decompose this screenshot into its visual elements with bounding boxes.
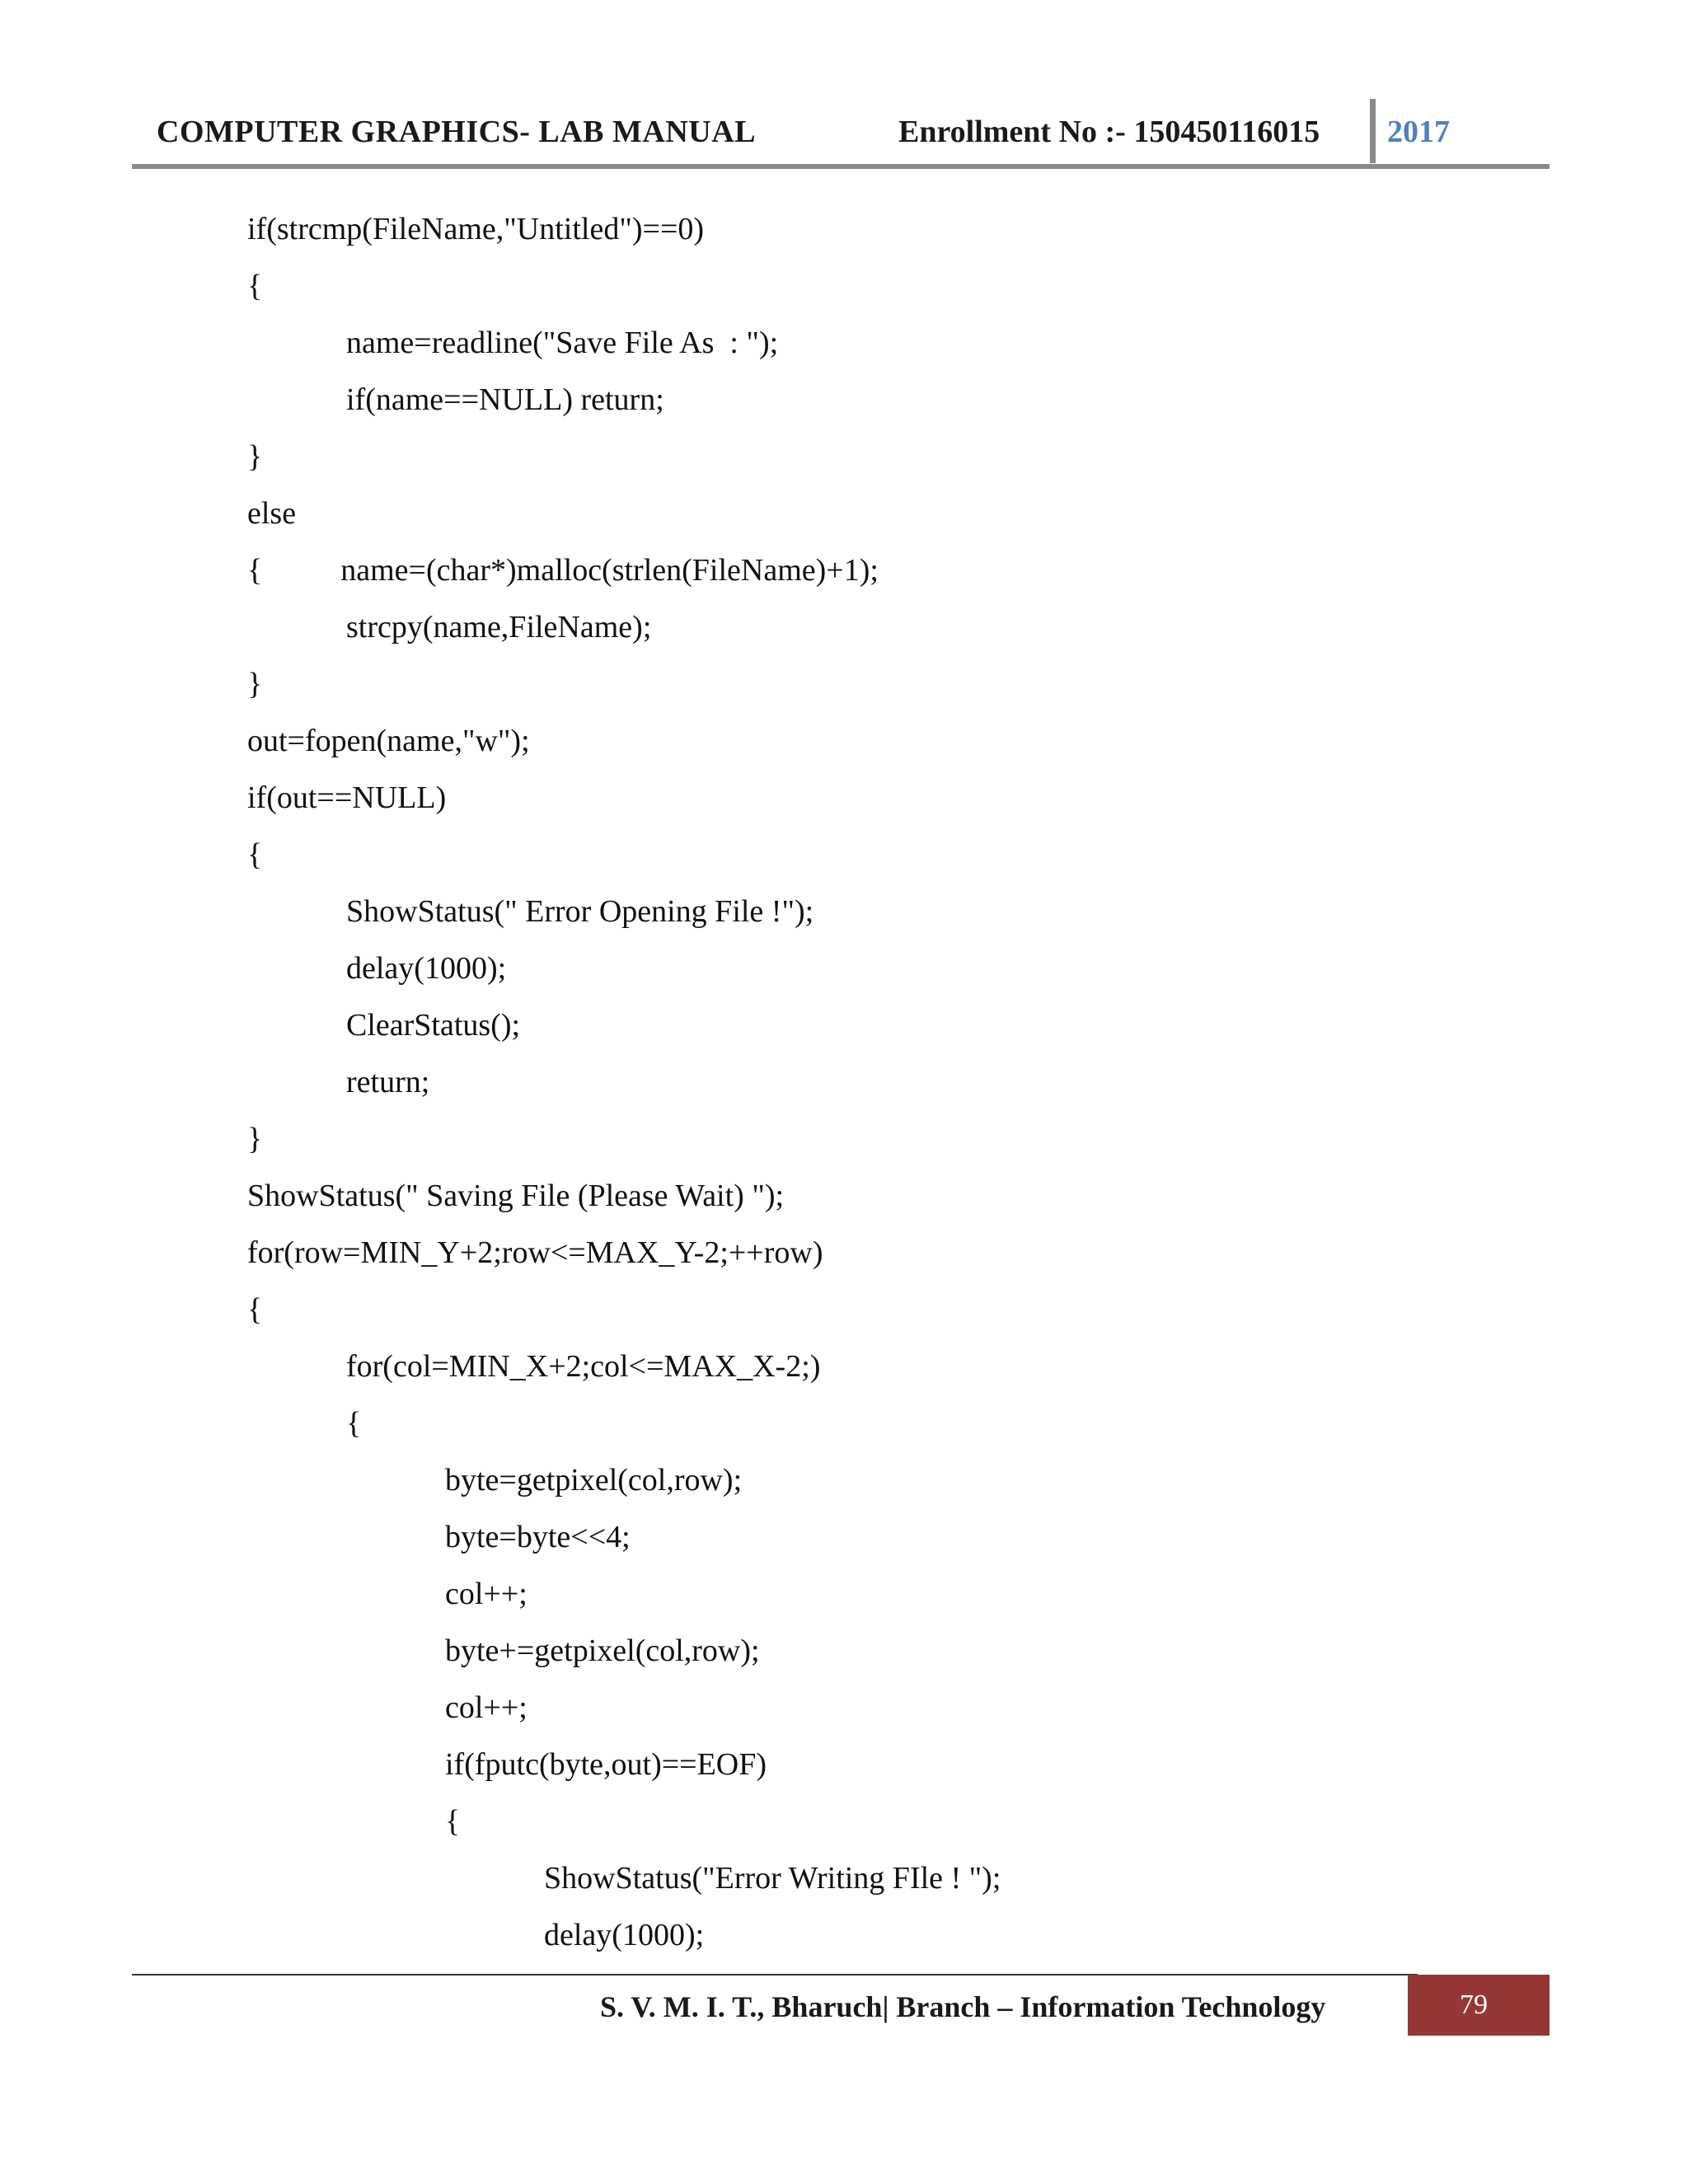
page-number-box [1408, 1975, 1550, 2036]
code-line: if(name==NULL) return; [346, 382, 664, 417]
code-line: col++; [445, 1690, 528, 1725]
code-line: byte+=getpixel(col,row); [445, 1633, 760, 1668]
code-listing [247, 201, 1001, 1964]
footer-institute: S. V. M. I. T., Bharuch| Branch – Information Technology [600, 1990, 1326, 2023]
header-year: 2017 [1387, 115, 1450, 149]
code-line: for(row=MIN_Y+2;row<=MAX_Y-2;++row) [247, 1235, 823, 1270]
page-header [132, 107, 1550, 157]
code-line: } [247, 1122, 263, 1156]
code-line: { [346, 1406, 362, 1441]
manual-title: COMPUTER GRAPHICS- LAB MANUAL [157, 115, 756, 149]
code-line: ShowStatus(" Saving File (Please Wait) "); [247, 1179, 785, 1213]
code-line: delay(1000); [346, 951, 507, 986]
code-line: { [247, 269, 263, 303]
enrollment-number: Enrollment No :- 150450116015 [898, 115, 1320, 149]
code-line: { [247, 837, 263, 872]
code-line: return; [346, 1065, 430, 1099]
page-number: 79 [1460, 1990, 1488, 2020]
footer-rule [132, 1974, 1418, 1975]
code-line: ShowStatus(" Error Opening File !"); [346, 894, 814, 929]
code-line: ClearStatus(); [346, 1008, 521, 1043]
code-line: strcpy(name,FileName); [346, 610, 652, 644]
code-line: name=readline("Save File As : "); [346, 326, 779, 360]
code-line: col++; [445, 1577, 528, 1611]
code-line: { name=(char*)malloc(strlen(FileName)+1); [247, 553, 879, 588]
code-line: if(strcmp(FileName,"Untitled")==0) [247, 212, 705, 246]
code-line: if(fputc(byte,out)==EOF) [445, 1747, 767, 1782]
header-separator [1370, 99, 1376, 163]
code-line: byte=getpixel(col,row); [445, 1463, 743, 1497]
code-line: } [247, 667, 263, 701]
code-line: for(col=MIN_X+2;col<=MAX_X-2;) [346, 1349, 821, 1384]
code-line: ShowStatus("Error Writing FIle ! "); [544, 1861, 1001, 1896]
code-line: { [445, 1804, 461, 1839]
code-line: byte=byte<<4; [445, 1520, 631, 1554]
code-line: else [247, 496, 297, 531]
code-line: } [247, 439, 263, 474]
code-line: if(out==NULL) [247, 780, 447, 815]
code-line: delay(1000); [544, 1918, 705, 1952]
code-line: { [247, 1292, 263, 1327]
header-rule [132, 164, 1550, 169]
code-line: out=fopen(name,"w"); [247, 724, 530, 758]
